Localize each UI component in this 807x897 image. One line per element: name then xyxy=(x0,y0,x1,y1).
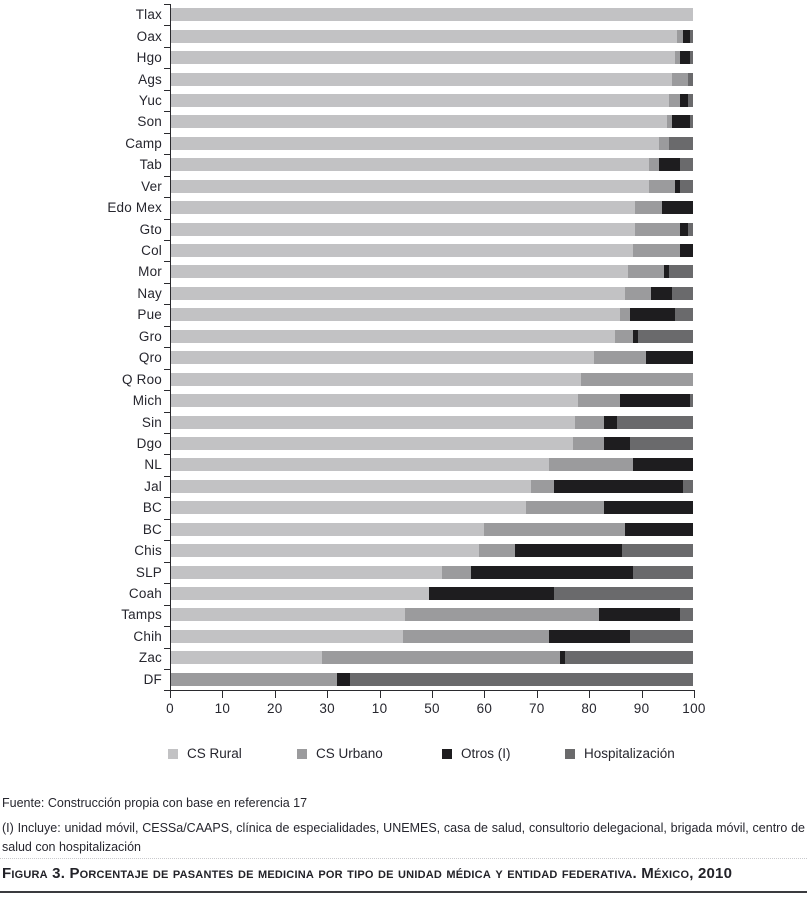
bar-track xyxy=(170,651,693,664)
bar-track xyxy=(170,137,693,150)
bar-track xyxy=(170,608,693,621)
x-axis xyxy=(166,690,706,720)
y-axis-tick xyxy=(164,433,170,434)
bar-segment-hospitalizacion xyxy=(630,630,693,643)
bar-segment-cs-rural xyxy=(170,8,693,21)
bar-track xyxy=(170,373,693,386)
x-axis-tick xyxy=(484,691,485,698)
bar-segment-hospitalizacion xyxy=(638,330,693,343)
bar-segment-cs-urbano xyxy=(575,416,604,429)
bar-segment-cs-rural xyxy=(170,608,405,621)
y-axis-tick xyxy=(164,68,170,69)
bar-segment-cs-urbano xyxy=(549,458,633,471)
bar-segment-hospitalizacion xyxy=(688,94,693,107)
legend-item-otros xyxy=(442,746,511,761)
bar-segment-cs-rural xyxy=(170,287,625,300)
y-axis-tick xyxy=(164,4,170,5)
bar-segment-cs-rural xyxy=(170,458,549,471)
x-axis-tick-label: 100 xyxy=(682,701,706,716)
bar-segment-cs-rural xyxy=(170,94,669,107)
bar-segment-cs-rural xyxy=(170,544,479,557)
figure-caption: Figura 3. Porcentaje de pasantes de medicina por tipo de unidad médica y entidad federativa. México, 2010 xyxy=(2,865,733,882)
bar-track xyxy=(170,416,693,429)
y-axis-tick xyxy=(164,240,170,241)
bar-segment-hospitalizacion xyxy=(683,480,693,493)
legend-item-cs-rural xyxy=(168,746,242,761)
bar-segment-otros xyxy=(633,458,693,471)
category-label: Zac xyxy=(138,650,162,666)
chart-row xyxy=(0,433,807,454)
chart-row xyxy=(0,669,807,690)
bar-segment-otros xyxy=(599,608,680,621)
bar-segment-otros xyxy=(659,158,680,171)
legend-item-cs-urbano xyxy=(297,746,383,761)
bar-segment-cs-rural xyxy=(170,73,672,86)
bar-track xyxy=(170,673,693,686)
bar-track xyxy=(170,394,693,407)
x-axis-tick xyxy=(327,691,328,698)
bar-track xyxy=(170,308,693,321)
category-label: Tab xyxy=(139,157,162,173)
bar-segment-cs-rural xyxy=(170,501,526,514)
bar-segment-cs-rural xyxy=(170,201,635,214)
bar-segment-cs-urbano xyxy=(635,201,661,214)
bar-segment-cs-rural xyxy=(170,158,649,171)
bar-segment-otros xyxy=(680,51,690,64)
x-axis-tick xyxy=(537,691,538,698)
chart-row xyxy=(0,497,807,518)
bar-segment-cs-rural xyxy=(170,437,573,450)
bar-track xyxy=(170,30,693,43)
bar-segment-cs-urbano xyxy=(484,523,625,536)
bar-segment-cs-urbano xyxy=(633,244,680,257)
bar-track xyxy=(170,351,693,364)
category-label: Hgo xyxy=(136,50,162,66)
bar-segment-cs-rural xyxy=(170,30,677,43)
bar-track xyxy=(170,630,693,643)
category-label: Mor xyxy=(138,264,162,280)
bar-segment-hospitalizacion xyxy=(680,158,693,171)
x-axis-tick xyxy=(589,691,590,698)
legend-swatch-cs-urbano xyxy=(297,749,307,759)
bar-segment-otros xyxy=(554,480,682,493)
bar-segment-cs-rural xyxy=(170,394,578,407)
category-label: Chih xyxy=(133,628,162,644)
y-axis-tick xyxy=(164,25,170,26)
bar-segment-cs-urbano xyxy=(170,673,337,686)
bar-segment-cs-urbano xyxy=(625,287,651,300)
y-axis-tick xyxy=(164,304,170,305)
y-axis-tick xyxy=(164,648,170,649)
bar-segment-hospitalizacion xyxy=(669,137,693,150)
bar-track xyxy=(170,201,693,214)
chart-row xyxy=(0,154,807,175)
bar-segment-cs-urbano xyxy=(479,544,516,557)
chart-row xyxy=(0,604,807,625)
y-axis-tick xyxy=(164,219,170,220)
dotted-divider xyxy=(0,858,807,859)
bar-segment-cs-rural xyxy=(170,523,484,536)
bar-segment-hospitalizacion xyxy=(669,265,693,278)
bar-track xyxy=(170,566,693,579)
y-axis-tick xyxy=(164,176,170,177)
category-label: Mich xyxy=(132,393,162,409)
y-axis-tick xyxy=(164,154,170,155)
category-label: Dgo xyxy=(136,435,162,451)
chart-row xyxy=(0,197,807,218)
chart-row xyxy=(0,347,807,368)
chart-row xyxy=(0,90,807,111)
legend-swatch-cs-rural xyxy=(168,749,178,759)
y-axis-tick xyxy=(164,261,170,262)
bar-segment-cs-rural xyxy=(170,115,667,128)
category-label: Pue xyxy=(137,307,162,323)
bar-segment-otros xyxy=(651,287,672,300)
bar-segment-hospitalizacion xyxy=(554,587,693,600)
bar-segment-cs-rural xyxy=(170,180,649,193)
chart-row xyxy=(0,540,807,561)
bar-segment-otros xyxy=(604,416,617,429)
chart-row xyxy=(0,476,807,497)
bar-segment-hospitalizacion xyxy=(690,394,693,407)
bar-track xyxy=(170,523,693,536)
chart-row xyxy=(0,176,807,197)
bar-track xyxy=(170,265,693,278)
chart-row xyxy=(0,390,807,411)
bar-segment-cs-urbano xyxy=(403,630,549,643)
y-axis-tick xyxy=(164,412,170,413)
legend-label: CS Rural xyxy=(187,746,242,761)
bar-segment-hospitalizacion xyxy=(680,180,693,193)
chart-row xyxy=(0,283,807,304)
bar-segment-cs-rural xyxy=(170,137,659,150)
bar-segment-cs-rural xyxy=(170,265,628,278)
y-axis-line xyxy=(170,4,171,691)
bar-track xyxy=(170,223,693,236)
bar-segment-cs-rural xyxy=(170,244,633,257)
category-label: Edo Mex xyxy=(107,200,162,216)
x-axis-tick-label: 60 xyxy=(476,701,493,716)
bar-segment-cs-rural xyxy=(170,330,615,343)
chart-row xyxy=(0,68,807,89)
bar-track xyxy=(170,73,693,86)
bar-segment-cs-rural xyxy=(170,651,322,664)
bar-segment-hospitalizacion xyxy=(675,308,693,321)
bar-segment-cs-rural xyxy=(170,416,575,429)
bar-segment-cs-urbano xyxy=(526,501,604,514)
category-label: Coah xyxy=(128,586,162,602)
bar-segment-otros xyxy=(672,115,690,128)
bar-segment-hospitalizacion xyxy=(688,223,693,236)
chart-row xyxy=(0,561,807,582)
chart-row xyxy=(0,25,807,46)
x-axis-tick xyxy=(380,691,381,698)
bar-segment-otros xyxy=(515,544,622,557)
bar-track xyxy=(170,244,693,257)
bar-track xyxy=(170,8,693,21)
bar-segment-cs-urbano xyxy=(405,608,599,621)
bar-segment-otros xyxy=(680,244,693,257)
legend-label: Hospitalización xyxy=(584,746,675,761)
bar-segment-otros xyxy=(646,351,693,364)
bar-segment-otros xyxy=(683,30,691,43)
bar-segment-hospitalizacion xyxy=(630,437,693,450)
bar-track xyxy=(170,501,693,514)
bar-segment-cs-urbano xyxy=(442,566,471,579)
x-axis-tick-label: 90 xyxy=(633,701,650,716)
bar-segment-cs-urbano xyxy=(531,480,555,493)
chart-row xyxy=(0,626,807,647)
category-label: Camp xyxy=(125,135,162,151)
chart-row xyxy=(0,326,807,347)
x-axis-tick-label: 50 xyxy=(424,701,440,716)
bar-segment-cs-urbano xyxy=(322,651,560,664)
bottom-rule xyxy=(0,891,807,893)
y-axis-tick xyxy=(164,369,170,370)
category-label: Oax xyxy=(136,28,162,44)
chart-row xyxy=(0,519,807,540)
bar-track xyxy=(170,480,693,493)
y-axis-tick xyxy=(164,111,170,112)
category-label: Ags xyxy=(138,71,162,87)
y-axis-tick xyxy=(164,562,170,563)
y-axis-tick xyxy=(164,497,170,498)
y-axis-tick xyxy=(164,605,170,606)
bar-segment-cs-urbano xyxy=(615,330,633,343)
bar-track xyxy=(170,158,693,171)
x-axis-tick-label: 70 xyxy=(528,701,545,716)
category-label: NL xyxy=(144,457,162,473)
category-label: Jal xyxy=(144,478,162,494)
category-label: Son xyxy=(137,114,162,130)
bar-segment-hospitalizacion xyxy=(690,115,693,128)
chart-row xyxy=(0,647,807,668)
y-axis-tick xyxy=(164,669,170,670)
legend-label: CS Urbano xyxy=(316,746,383,761)
category-label: Tlax xyxy=(135,7,162,23)
bar-segment-cs-rural xyxy=(170,373,581,386)
chart-row xyxy=(0,240,807,261)
chart-row xyxy=(0,133,807,154)
bar-segment-hospitalizacion xyxy=(565,651,693,664)
bar-track xyxy=(170,458,693,471)
bar-segment-otros xyxy=(620,394,691,407)
bar-segment-hospitalizacion xyxy=(617,416,693,429)
x-axis-tick-label: 20 xyxy=(266,701,283,716)
bar-segment-otros xyxy=(604,437,630,450)
bar-segment-hospitalizacion xyxy=(350,673,693,686)
x-axis-tick xyxy=(170,691,171,698)
category-label: Q Roo xyxy=(121,371,162,387)
bar-segment-cs-urbano xyxy=(578,394,620,407)
bar-segment-cs-urbano xyxy=(628,265,665,278)
y-axis-tick xyxy=(164,47,170,48)
bar-segment-cs-rural xyxy=(170,587,429,600)
bar-segment-otros xyxy=(337,673,350,686)
bar-segment-otros xyxy=(680,94,688,107)
bar-segment-cs-urbano xyxy=(594,351,646,364)
y-axis-tick xyxy=(164,583,170,584)
bar-track xyxy=(170,51,693,64)
x-axis-tick-label: 0 xyxy=(166,701,174,716)
category-label: BC xyxy=(142,521,162,537)
bar-track xyxy=(170,330,693,343)
chart-row xyxy=(0,368,807,389)
category-label: Ver xyxy=(141,178,162,194)
source-note: Fuente: Construcción propia con base en referencia 17 xyxy=(2,796,308,810)
bar-segment-cs-urbano xyxy=(635,223,679,236)
bar-segment-hospitalizacion xyxy=(672,287,693,300)
category-label: SLP xyxy=(135,564,162,580)
bar-segment-otros xyxy=(625,523,693,536)
x-axis-tick-label: 10 xyxy=(214,701,231,716)
bar-segment-otros xyxy=(680,223,688,236)
bar-segment-cs-rural xyxy=(170,351,594,364)
bar-track xyxy=(170,587,693,600)
bar-segment-otros xyxy=(662,201,693,214)
x-axis-tick xyxy=(642,691,643,698)
y-axis-tick xyxy=(164,197,170,198)
bar-track xyxy=(170,287,693,300)
bar-segment-cs-rural xyxy=(170,308,620,321)
category-label: Yuc xyxy=(138,92,162,108)
legend xyxy=(0,746,807,762)
y-axis-tick xyxy=(164,90,170,91)
bar-segment-cs-urbano xyxy=(659,137,669,150)
bar-segment-hospitalizacion xyxy=(688,73,693,86)
bar-segment-otros xyxy=(429,587,555,600)
y-axis-tick xyxy=(164,476,170,477)
chart-row xyxy=(0,411,807,432)
y-axis-tick xyxy=(164,519,170,520)
x-axis-tick xyxy=(275,691,276,698)
bar-segment-cs-rural xyxy=(170,480,531,493)
category-label: Chis xyxy=(134,543,162,559)
bar-track xyxy=(170,180,693,193)
bar-track xyxy=(170,544,693,557)
chart-row xyxy=(0,111,807,132)
category-label: Sin xyxy=(141,414,162,430)
bar-track xyxy=(170,94,693,107)
bar-segment-otros xyxy=(549,630,630,643)
bar-segment-cs-urbano xyxy=(620,308,630,321)
bar-segment-cs-rural xyxy=(170,630,403,643)
y-axis-tick xyxy=(164,626,170,627)
bar-segment-cs-urbano xyxy=(649,180,675,193)
y-axis-tick xyxy=(164,454,170,455)
bar-segment-otros xyxy=(630,308,674,321)
chart-row xyxy=(0,304,807,325)
legend-swatch-hospitalizacion xyxy=(565,749,575,759)
category-label: BC xyxy=(142,500,162,516)
bar-segment-cs-urbano xyxy=(669,94,679,107)
x-axis-tick xyxy=(432,691,433,698)
y-axis-tick xyxy=(164,540,170,541)
category-label: Gto xyxy=(139,221,162,237)
y-axis-tick xyxy=(164,283,170,284)
bar-track xyxy=(170,115,693,128)
chart-row xyxy=(0,47,807,68)
category-label: Tamps xyxy=(121,607,162,623)
x-axis-tick xyxy=(694,691,695,698)
chart-row xyxy=(0,4,807,25)
category-label: DF xyxy=(143,671,162,687)
legend-swatch-otros xyxy=(442,749,452,759)
bar-segment-cs-urbano xyxy=(573,437,604,450)
chart-row xyxy=(0,261,807,282)
x-axis-tick-label: 30 xyxy=(319,701,335,716)
bar-segment-hospitalizacion xyxy=(690,30,693,43)
bar-track xyxy=(170,437,693,450)
chart-row xyxy=(0,583,807,604)
category-label: Col xyxy=(141,243,162,259)
x-axis-tick-label: 80 xyxy=(581,701,597,716)
y-axis-tick xyxy=(164,326,170,327)
y-axis-tick xyxy=(164,347,170,348)
category-label: Nay xyxy=(137,285,162,301)
bar-segment-otros xyxy=(471,566,633,579)
legend-item-hospitalizacion xyxy=(565,746,675,761)
bar-segment-hospitalizacion xyxy=(690,51,693,64)
bar-segment-cs-rural xyxy=(170,223,635,236)
x-axis-tick-label: 10 xyxy=(371,701,388,716)
bar-segment-cs-rural xyxy=(170,566,442,579)
bar-segment-cs-urbano xyxy=(672,73,688,86)
bar-segment-hospitalizacion xyxy=(680,608,693,621)
bar-segment-cs-urbano xyxy=(649,158,659,171)
chart-row xyxy=(0,454,807,475)
category-label: Gro xyxy=(138,328,162,344)
legend-label: Otros (I) xyxy=(461,746,511,761)
bar-segment-hospitalizacion xyxy=(633,566,693,579)
inclusion-note: (I) Incluye: unidad móvil, CESSa/CAAPS, clínica de especialidades, UNEMES, casa de salud, consultorio delegacional, brigada móvil, centro de salud con hospitalización xyxy=(2,821,805,854)
y-axis-tick xyxy=(164,133,170,134)
bar-segment-hospitalizacion xyxy=(622,544,693,557)
y-axis-tick xyxy=(164,390,170,391)
bar-segment-cs-rural xyxy=(170,51,675,64)
bar-segment-cs-urbano xyxy=(581,373,693,386)
x-axis-tick xyxy=(222,691,223,698)
chart-row xyxy=(0,218,807,239)
bar-segment-otros xyxy=(604,501,693,514)
category-label: Qro xyxy=(138,350,162,366)
